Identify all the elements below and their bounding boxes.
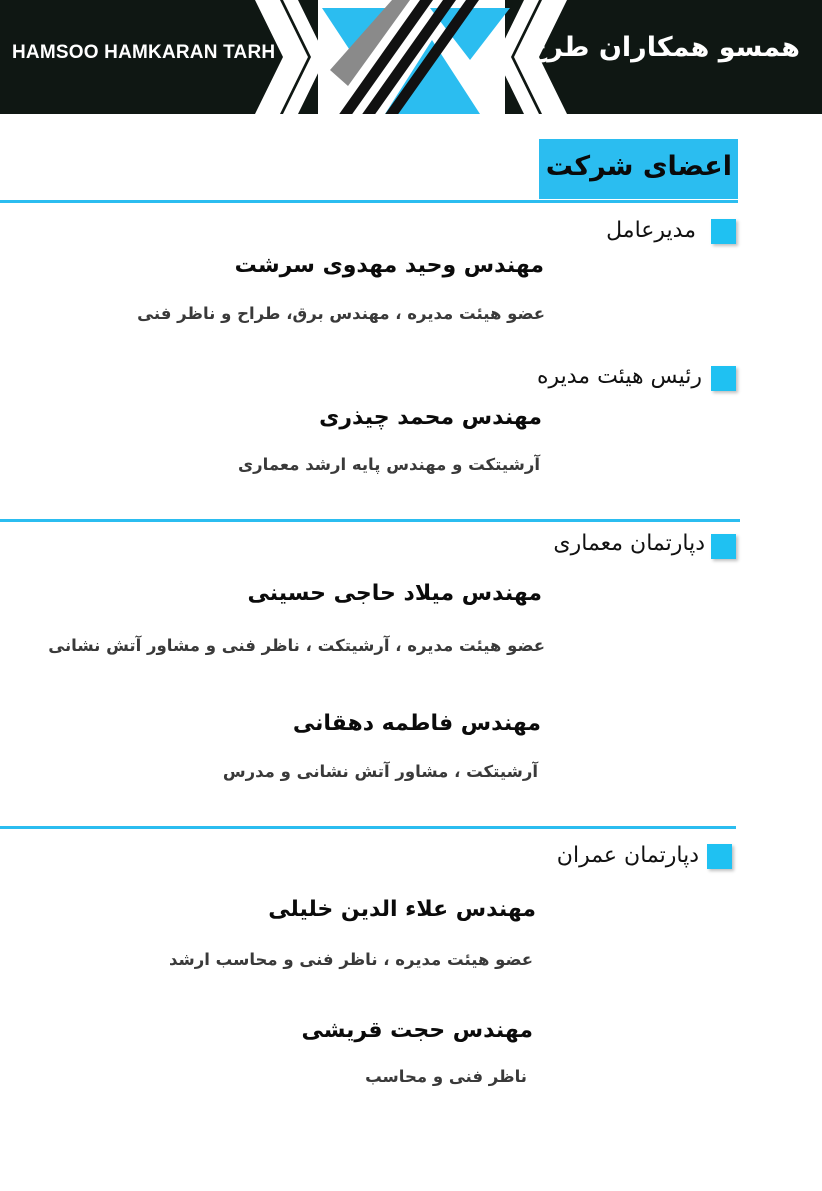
section-heading-board-chair: رئیس هیئت مدیره (536, 364, 702, 389)
section-heading-civil: دپارتمان عمران (556, 843, 699, 868)
member-name: مهندس حجت قریشی (301, 1018, 533, 1043)
section-divider (0, 519, 740, 522)
member-role: عضو هیئت مدیره ، مهندس برق، طراح و ناظر فنی (137, 304, 545, 323)
member-name: مهندس میلاد حاجی حسینی (247, 581, 542, 606)
page-title: اعضای شرکت (545, 151, 732, 182)
member-role: آرشیتکت ، مشاور آتش نشانی و مدرس (222, 762, 538, 781)
member-name: مهندس وحید مهدوی سرشت (234, 253, 544, 278)
section-heading-ceo: مدیرعامل (606, 218, 696, 243)
section-divider (0, 826, 736, 829)
section-heading-architecture: دپارتمان معماری (553, 531, 705, 556)
member-role: عضو هیئت مدیره ، ناظر فنی و محاسب ارشد (168, 950, 533, 969)
brand-name-english: HAMSOO HAMKARAN TARH (12, 42, 276, 63)
title-divider (0, 200, 738, 203)
page-title-box (539, 139, 738, 199)
member-name: مهندس علاء الدین خلیلی (268, 897, 536, 922)
member-name: مهندس محمد چیذری (319, 405, 542, 430)
header-banner (0, 0, 822, 114)
member-name: مهندس فاطمه دهقانی (292, 711, 541, 736)
section-bullet-icon (707, 844, 732, 869)
section-bullet-icon (711, 366, 736, 391)
section-bullet-icon (711, 219, 736, 244)
section-bullet-icon (711, 534, 736, 559)
member-role: ناظر فنی و محاسب (365, 1067, 527, 1086)
member-role: عضو هیئت مدیره ، آرشیتکت ، ناظر فنی و مشاور آتش نشانی (48, 636, 545, 655)
brand-name-persian: همسو همکاران طرح (527, 32, 800, 63)
member-role: آرشیتکت و مهندس پایه ارشد معماری (238, 455, 540, 474)
